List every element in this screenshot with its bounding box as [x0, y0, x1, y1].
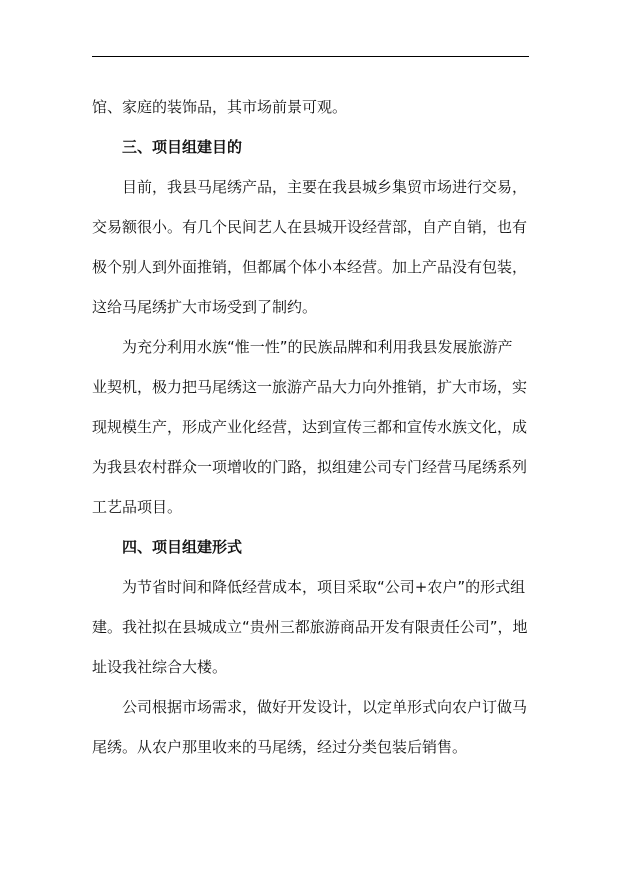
paragraph-line: 工艺品项目。	[92, 498, 183, 516]
paragraph-line: 为节省时间和降低经营成本，项目采取“公司+农户”的形式组	[122, 578, 526, 596]
paragraph-line: 现规模生产，形成产业化经营，达到宣传三都和宣传水族文化，成	[92, 418, 528, 436]
paragraph-line: 公司根据市场需求，做好开发设计，以定单形式向农户订做马	[122, 698, 528, 716]
paragraph-line: 这给马尾绣扩大市场受到了制约。	[92, 298, 318, 316]
section-heading-form: 四、项目组建形式	[122, 538, 243, 556]
paragraph-line: 极个别人到外面推销，但都属个体小本经营。加上产品没有包装，	[92, 258, 528, 276]
paragraph-line: 址设我社综合大楼。	[92, 658, 228, 676]
paragraph-line: 为我县农村群众一项增收的门路，拟组建公司专门经营马尾绣系列	[92, 458, 528, 476]
paragraph-line: 交易额很小。有几个民间艺人在县城开设经营部，自产自销，也有	[92, 218, 528, 236]
paragraph-continuation-line: 馆、家庭的装饰品，其市场前景可观。	[92, 98, 348, 116]
paragraph-line: 建。我社拟在县城成立“贵州三都旅游商品开发有限责任公司”，地	[92, 618, 528, 636]
paragraph-line: 业契机，极力把马尾绣这一旅游产品大力向外推销，扩大市场，实	[92, 378, 528, 396]
paragraph-line: 尾绣。从农户那里收来的马尾绣，经过分类包装后销售。	[92, 738, 468, 756]
section-heading-purpose: 三、项目组建目的	[122, 138, 243, 156]
document-body	[92, 87, 529, 767]
paragraph-line: 目前，我县马尾绣产品，主要在我县城乡集贸市场进行交易，	[122, 178, 528, 196]
header-rule	[92, 56, 529, 57]
paragraph-line: 为充分利用水族“惟一性”的民族品牌和利用我县发展旅游产	[122, 338, 513, 356]
